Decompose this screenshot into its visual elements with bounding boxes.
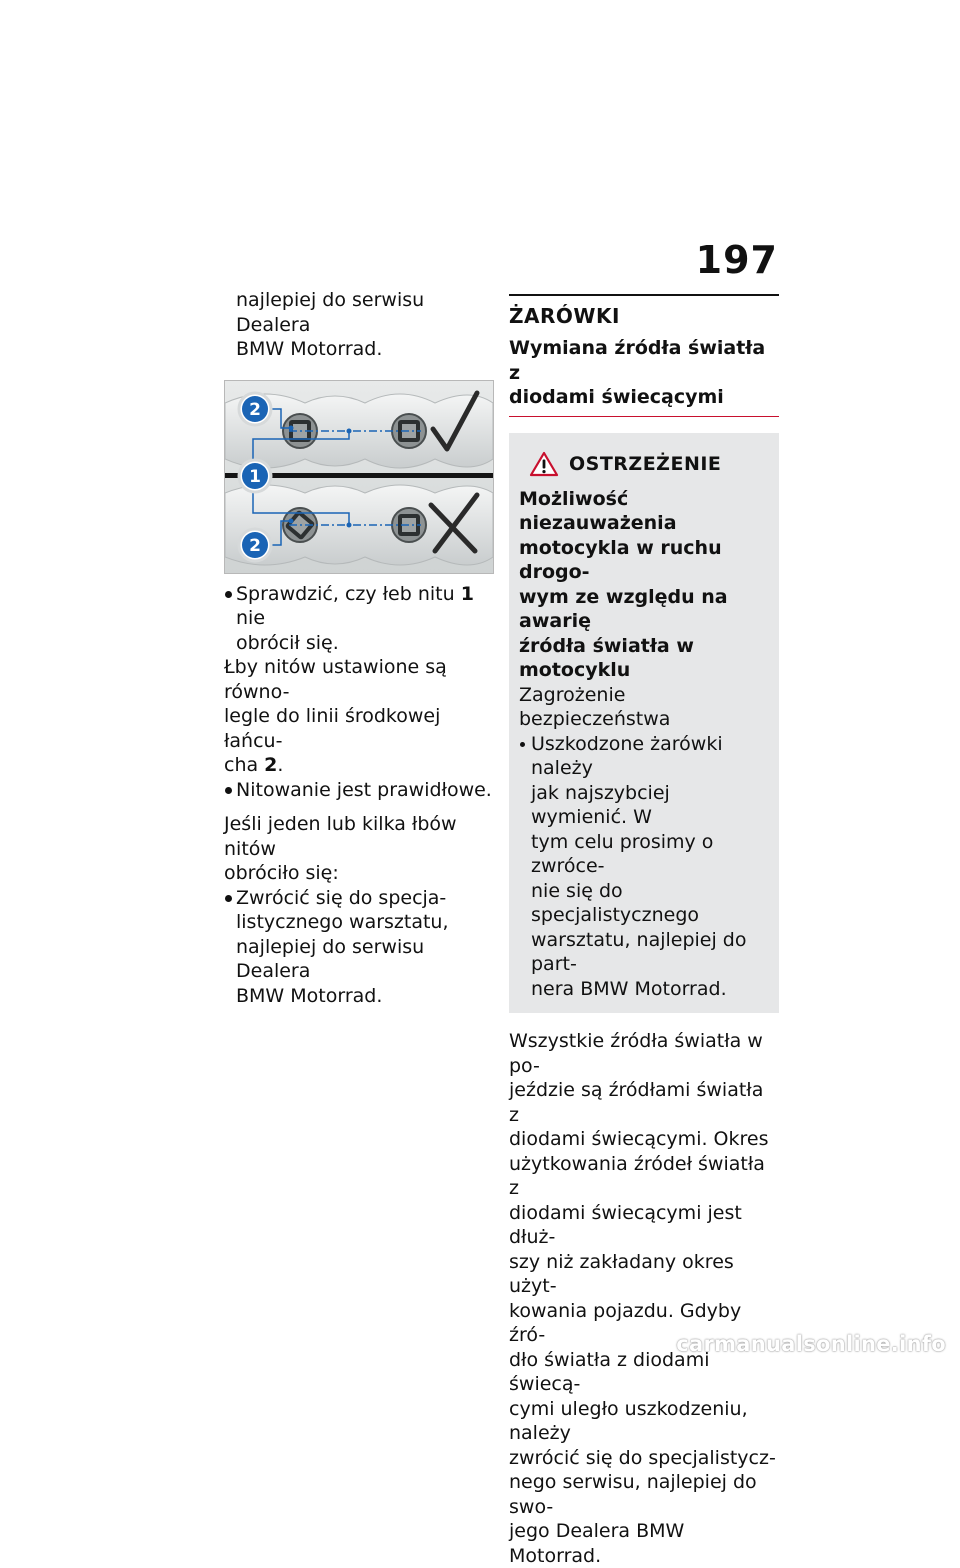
callout-badge-1 [239, 460, 271, 492]
section-title: ŻARÓWKI [509, 304, 620, 328]
subsection-title: Wymiana źródła światła z diodami świecącymi [509, 337, 766, 408]
site-watermark: carmanualsonline.info [676, 1332, 946, 1356]
callout-number: 2 [249, 399, 261, 420]
callout-number: 1 [249, 466, 261, 487]
warning-risk: Możliwość niezauważenia motocykla w ruchu drogo- wym ze względu na awarię źródła światła w motocyklu [519, 487, 728, 681]
check-rivet-bullet: Sprawdzić, czy łeb nitu 1 nie obrócił się. [224, 582, 494, 656]
led-info-paragraph: Wszystkie źródła światła w po- jeździe są źródłami światła z diodami świecącymi. Okres użytkowania źródeł światła z diodami świecącymi jest dłuż- szy niż zakładany okres użyt- kowania pojazdu. Gdyby źró- dło światła z diodami świecą- cymi uległo uszkodzeniu, należy zwrócić się do specjalistycz- nego serwisu, najlepiej do swo- jego Dealera BMW Motorrad. [509, 1030, 776, 1567]
section-rule [509, 294, 779, 296]
riveting-ok-bullet: Nitowanie jest prawidłowe. [224, 778, 494, 803]
warning-box [509, 433, 779, 1014]
intro-line: najlepiej do serwisu Dealera [236, 289, 425, 336]
if-rotated-paragraph: Jeśli jeden lub kilka łbów nitów obróciło się: [224, 813, 457, 884]
page-number: 197 [695, 238, 778, 282]
subsection-rule [509, 416, 779, 417]
chain-rivet-illustration [225, 381, 493, 573]
warning-action-bullet: Uszkodzone żarówki należy jak najszybciej wymienić. W tym celu prosimy o zwróce- nie się do specjalistycznego warsztatu, najlepiej do part- nera BMW Motorrad. [519, 732, 769, 1002]
warning-hazard: Zagrożenie bezpieczeństwa [519, 683, 671, 730]
callout-badge-2-top [239, 393, 271, 425]
right-column [509, 288, 779, 1568]
contact-workshop-bullet: Zwrócić się do specja- listycznego warsztatu, najlepiej do serwisu Dealera BMW Motorrad. [224, 886, 494, 1009]
ref-1: 1 [460, 582, 474, 605]
left-column [224, 288, 494, 1008]
ref-2: 2 [264, 754, 278, 776]
callout-badge-2-bottom [239, 529, 271, 561]
intro-line: BMW Motorrad. [236, 338, 383, 360]
rivet-check-figure [224, 380, 494, 574]
rivet-heads-paragraph: Łby nitów ustawione są równo- legle do linii środkowej łańcu- cha 2. [224, 656, 447, 776]
warning-triangle-icon [529, 451, 559, 477]
callout-number: 2 [249, 535, 261, 556]
warning-label: OSTRZEŻENIE [569, 452, 722, 475]
warning-header [529, 451, 769, 477]
intro-text [224, 288, 494, 362]
